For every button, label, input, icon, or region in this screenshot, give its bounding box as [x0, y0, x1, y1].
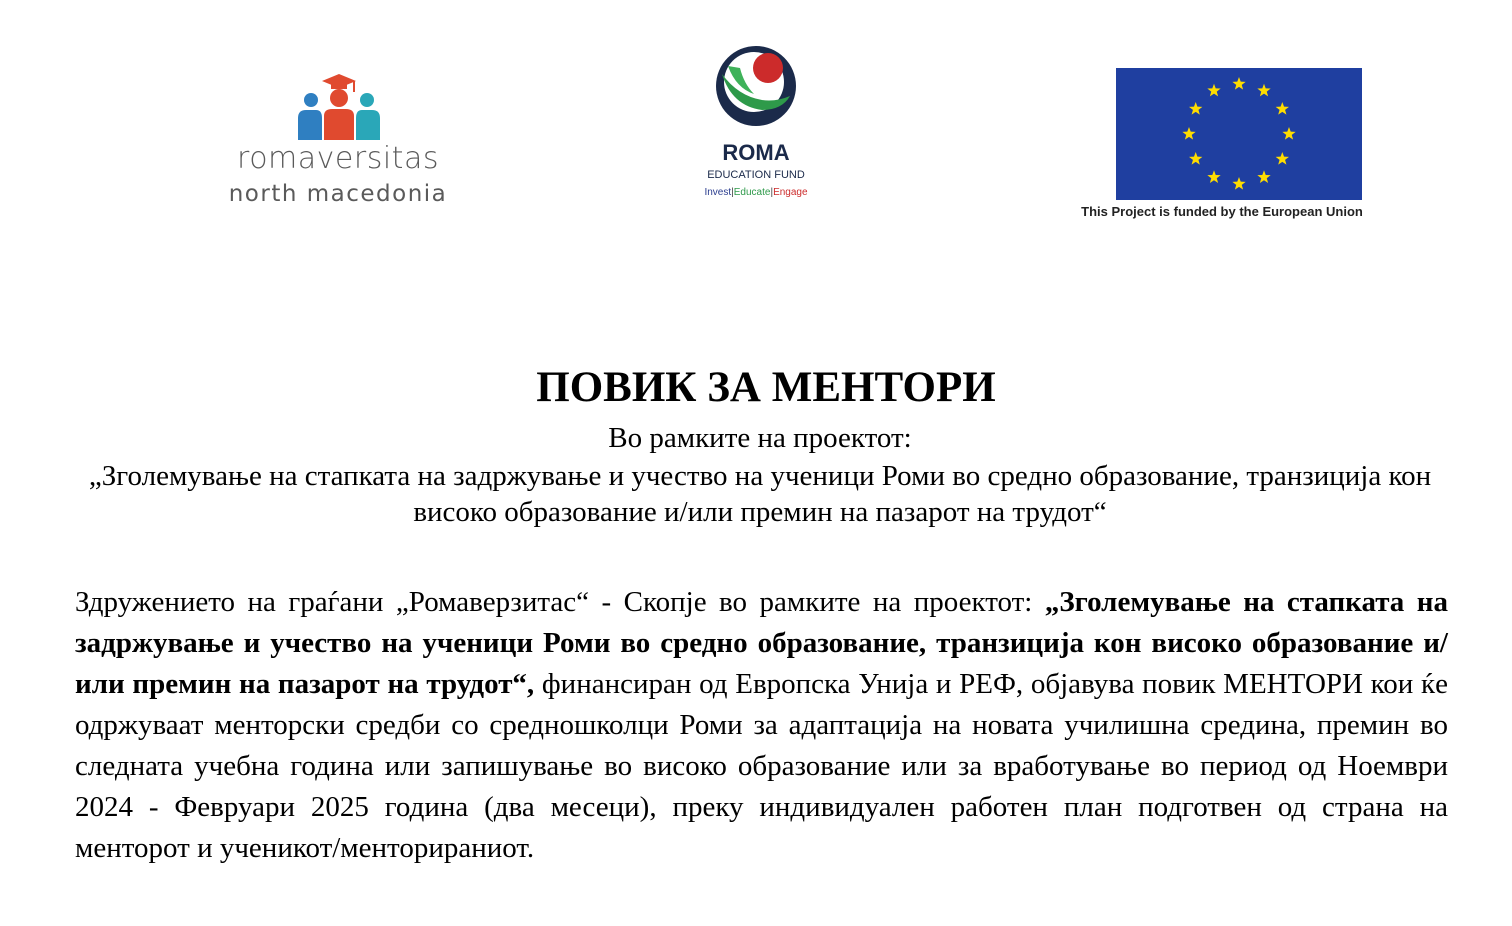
eu-logo	[1064, 68, 1380, 224]
eu-star-icon	[1189, 152, 1202, 165]
romaversitas-name: romaversitas	[237, 141, 439, 176]
project-name: „Зголемување на стапката на задржување и учество на ученици Роми во средно образование, транзиција кон високо образование и/или премин на пазарот на трудот“	[88, 460, 1432, 528]
ref-name: ROMA	[722, 140, 790, 165]
body-project-name: „Зголемување на стапката на задржување и учество на ученици Роми во средно образование, транзиција кон високо образование и/или премин на пазарот на трудот“,	[75, 586, 1448, 700]
tagline-engage: Engage	[773, 187, 808, 198]
eu-star-icon	[1207, 170, 1220, 183]
eu-star-icon	[1182, 127, 1195, 140]
ref-fund-label: EDUCATION FUND	[707, 169, 805, 181]
eu-star-icon	[1232, 177, 1245, 190]
tagline-educate: Educate	[733, 187, 771, 198]
eu-star-icon	[1232, 77, 1245, 90]
body-intro: Здружението на граѓани „Ромаверзитас“ - Скопје во рамките на проектот:	[75, 586, 1045, 618]
page-title: ПОВИК ЗА МЕНТОРИ	[536, 364, 996, 411]
eu-star-icon	[1257, 84, 1270, 97]
announcement-paragraph	[75, 582, 1448, 869]
body-details: финансиран од Европска Унија и РЕФ, објавува повик МЕНТОРИ кои ќе одржуваат менторски средби со средношколци Роми за адаптација на новата училишна средина, премин во следната учебна година или запишување во високо образование или за вработување во период од Ноември 2024 - Февруари 2025 година (два месеци), преку индивидуален работен план подготвен од страна на менторот и ученикот/менторираниот.	[75, 668, 1448, 864]
eu-star-icon	[1207, 84, 1220, 97]
tagline-invest: Invest	[704, 187, 732, 198]
eu-star-icon	[1282, 127, 1295, 140]
eu-star-icon	[1257, 170, 1270, 183]
page-subtitle: Во рамките на проектот:	[608, 422, 912, 454]
ref-tagline: Invest|Educate|Engage	[704, 187, 808, 198]
eu-star-icon	[1276, 102, 1289, 115]
eu-funding-caption: This Project is funded by the European Union	[1081, 204, 1363, 219]
ref-emblem-icon	[714, 44, 798, 128]
students-icon	[294, 70, 384, 142]
eu-flag-icon	[1116, 68, 1362, 200]
romaversitas-subtitle: north macedonia	[228, 181, 448, 207]
romaversitas-logo	[222, 70, 454, 220]
roma-education-fund-logo	[686, 44, 826, 210]
eu-star-icon	[1189, 102, 1202, 115]
eu-star-icon	[1276, 152, 1289, 165]
